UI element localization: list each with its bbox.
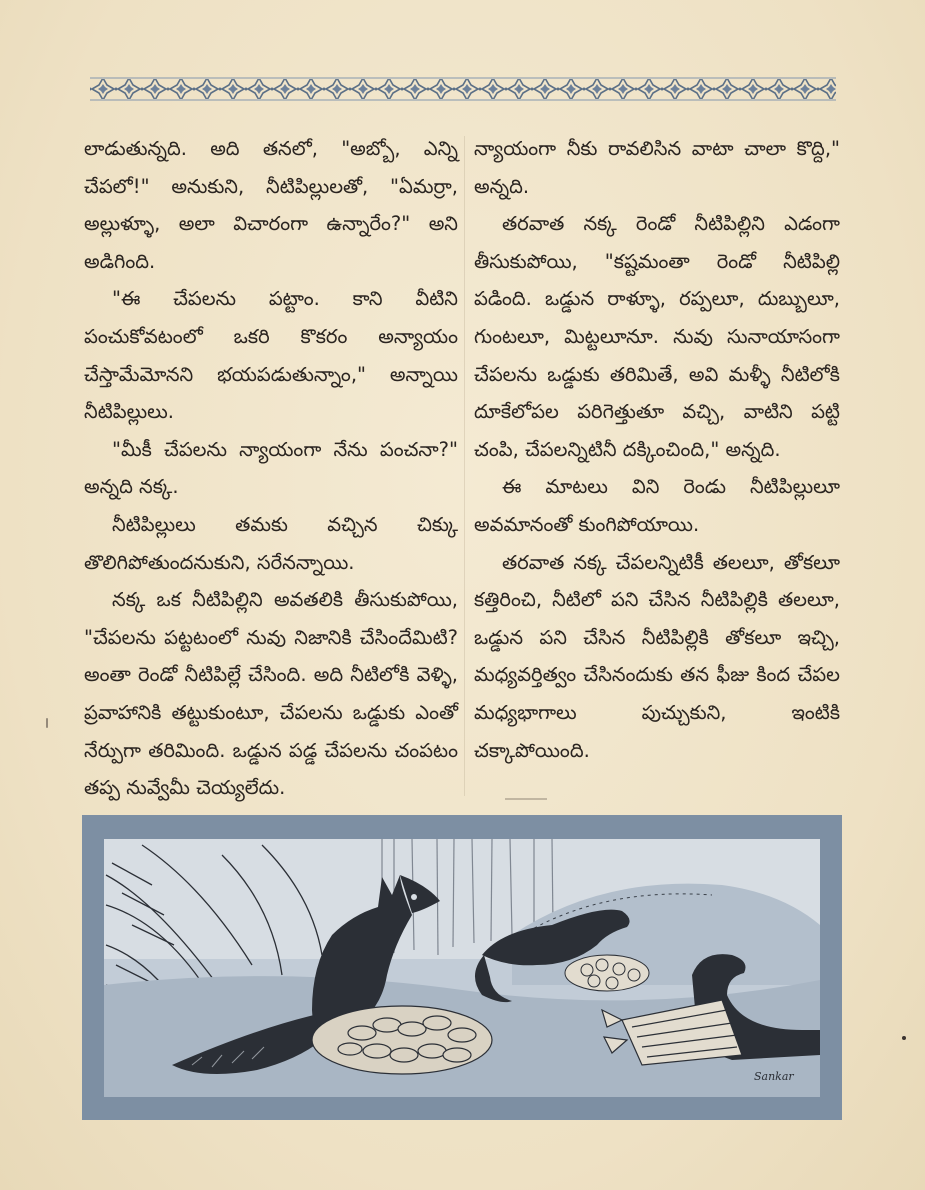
paragraph-4: నీటిపిల్లులు తమకు వచ్చిన చిక్కు తొలిగిపోతుందనుకుని, సరేనన్నాయి. [84,512,458,574]
column-divider [464,136,465,796]
left-text-column [84,130,458,807]
fish-heads-pile [565,955,649,991]
paragraph-1: లాడుతున్నది. అది తనలో, "అబ్బో, ఎన్ని చేపలో!" అనుకుని, నీటిపిల్లులతో, "ఏమర్రా, అల్లుళ్ళూ, అలా విచారంగా ఉన్నారేం?" అని అడిగింది. [84,137,458,273]
paragraph-5: నక్క ఒక నీటిపిల్లిని అవతలికి తీసుకుపోయి, "చేపలను పట్టటంలో నువు నిజానికి చేసిందేమిటి? అంతా రెండో నీటిపిల్లే చేసింది. అది నీటిలోకి వెళ్ళి, ప్రవాహానికి తట్టుకుంటూ, చేపలను ఒడ్డుకు ఎంతో నేర్పుగా తరిమింది. ఒడ్డున పడ్డ చేపలను చంపటం తప్ప నువ్వేమీ చెయ్యలేదు. [84,588,458,800]
paragraph-2: "ఈ చేపలను పట్టాం. కాని వీటిని పంచుకోవటంలో ఒకరి కొకరం అన్యాయం చేస్తామేమోనని భయపడుతున్నాం," అన్నాయి నీటిపిల్లులు. [84,287,458,424]
paper-speck [902,1036,906,1040]
paragraph-7: తరవాత నక్క రెండో నీటిపిల్లిని ఎడంగా తీసుకుపోయి, "కష్టమంతా రెండో నీటిపిల్లి పడింది. ఒడ్డున రాళ్ళూ, రప్పలూ, దుబ్బులూ, గుంటలూ, మిట్టలూనూ. నువు సునాయాసంగా చేపలను ఒడ్డుకు తరిమితే, అవి మళ్ళీ నీటిలోకి దూకేలోపల పరిగెత్తుతూ వచ్చి, వాటిని పట్టి చంపి, చేపలన్నిటినీ దక్కించింది," అన్నది. [474,212,840,461]
fish-heap-fox [312,1006,492,1074]
paragraph-8: ఈ మాటలు విని రెండు నీటిపిల్లులూ అవమానంతో కుంగిపోయాయి. [474,475,840,536]
end-mark [505,798,547,800]
paragraph-6: న్యాయంగా నీకు రావలిసిన వాటా చాలా కొద్ది," అన్నది. [474,137,840,198]
right-text-column [474,130,840,769]
story-illustration [82,815,842,1120]
paragraph-9: తరవాత నక్క చేపలన్నిటికీ తలలూ, తోకలూ కత్తిరించి, నీటిలో పని చేసిన నీటిపిల్లికి తలలూ, ఒడ్డున పని చేసిన నీటిపిల్లికి తోకలూ ఇచ్చి, మధ్యవర్తిత్వం చేసినందుకు తన ఫీజు కింద చేపల మధ్యభాగాలు పుచ్చుకుని, ఇంటికి చక్కాపోయింది. [474,550,840,762]
artist-signature: Sankar [754,1070,794,1083]
paragraph-3: "మీకీ చేపలను న్యాయంగా నేను పంచనా?" అన్నది నక్క. [84,437,458,499]
paper-speck [46,718,48,728]
decorative-border-band [90,76,836,102]
